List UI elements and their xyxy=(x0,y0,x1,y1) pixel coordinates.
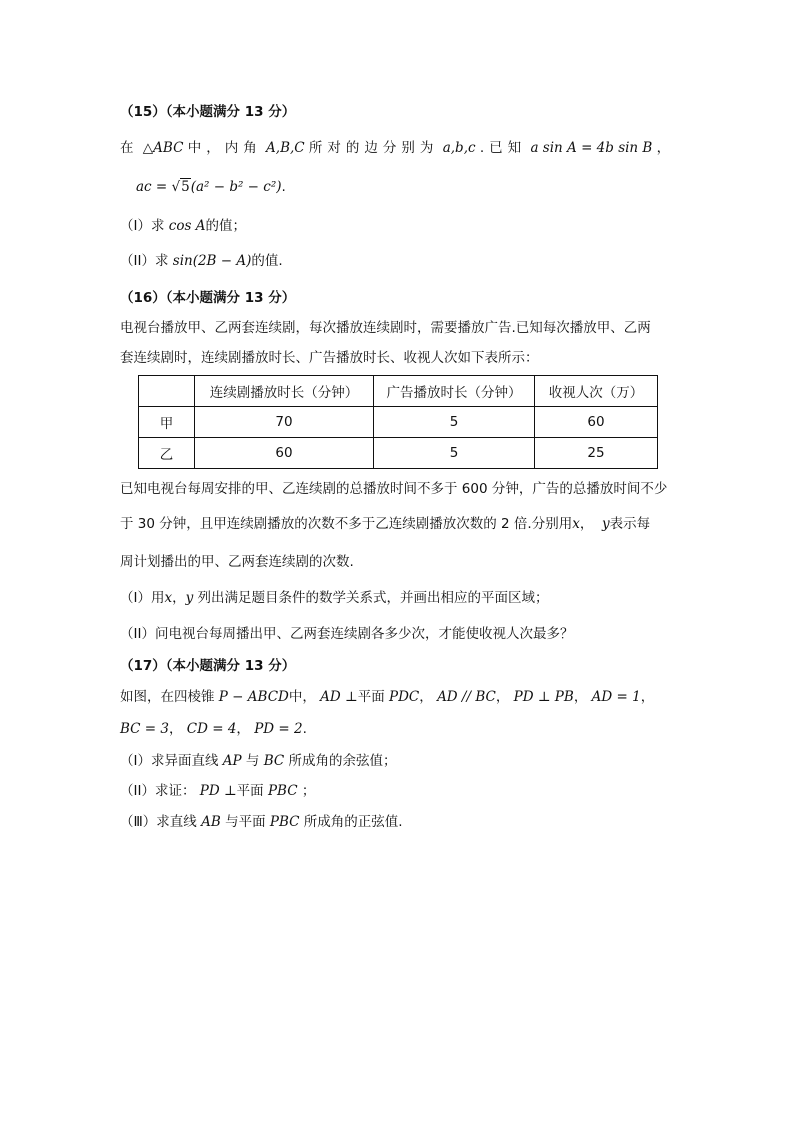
table-cell: 70 xyxy=(195,407,374,438)
q16-heading: （16）（本小题满分 13 分） xyxy=(120,290,296,306)
q17-heading: （17）（本小题满分 13 分） xyxy=(120,658,296,674)
table-cell: 5 xyxy=(374,438,535,469)
table-header-cell: 收视人次（万） xyxy=(535,376,658,407)
q17-part1: （I）求异面直线 AP 与 BC 所成角的余弦值； xyxy=(120,753,397,769)
q15-heading: （15）（本小题满分 13 分） xyxy=(120,104,296,120)
q15-part1: （I）求 cos A的值； xyxy=(120,218,246,234)
q15-statement-line2: ac = √5(a² − b² − c²). xyxy=(136,179,286,195)
table-cell: 甲 xyxy=(139,407,195,438)
q16-data-table xyxy=(138,375,658,469)
q16-intro-line2: 套连续剧时，连续剧播放时长、广告播放时长、收视人次如下表所示： xyxy=(120,350,539,366)
q16-part1: （I）用x，y 列出满足题目条件的数学关系式，并画出相应的平面区域； xyxy=(120,590,549,606)
q15-part2: （II）求 sin(2B − A)的值. xyxy=(120,253,283,269)
q16-condition-line1: 已知电视台每周安排的甲、乙连续剧的总播放时间不多于 600 分钟，广告的总播放时间不少 xyxy=(120,481,668,497)
q16-condition-line3: 周计划播出的甲、乙两套连续剧的次数. xyxy=(120,554,354,570)
table-cell: 60 xyxy=(535,407,658,438)
q15-statement-line1: 在 △ABC 中，内角 A,B,C 所对的边分别为 a,b,c .已知 a sin A = 4b sin B ， xyxy=(120,140,671,156)
table-header-row xyxy=(139,376,658,407)
q15-triangle: △ABC xyxy=(142,140,184,156)
table-header-cell: 广告播放时长（分钟） xyxy=(374,376,535,407)
q17-statement-line2: BC = 3， CD = 4， PD = 2. xyxy=(120,721,307,737)
table-cell: 60 xyxy=(195,438,374,469)
q16-condition-line2: 于 30 分钟，且甲连续剧播放的次数不多于乙连续剧播放次数的 2 倍.分别用x， y表示每 xyxy=(120,516,651,532)
table-row xyxy=(139,438,658,469)
table-header-cell: 连续剧播放时长（分钟） xyxy=(195,376,374,407)
q16-intro-line1: 电视台播放甲、乙两套连续剧，每次播放连续剧时，需要播放广告.已知每次播放甲、乙两 xyxy=(120,320,651,336)
table-cell: 乙 xyxy=(139,438,195,469)
q17-part3: （Ⅲ）求直线 AB 与平面 PBC 所成角的正弦值. xyxy=(120,814,403,830)
table-cell: 5 xyxy=(374,407,535,438)
sqrt-sign: √ xyxy=(171,179,181,195)
q16-part2: （II）问电视台每周播出甲、乙两套连续剧各多少次，才能使收视人次最多？ xyxy=(120,626,574,642)
q17-part2: （II）求证： PD ⊥平面 PBC ； xyxy=(120,783,316,799)
q17-statement-line1: 如图，在四棱锥 P − ABCD中， AD ⊥平面 PDC， AD // BC， PD ⊥ PB， AD = 1， xyxy=(120,689,655,705)
table-row xyxy=(139,407,658,438)
q15-given-equation: a sin A = 4b sin B xyxy=(530,140,653,156)
table-cell: 25 xyxy=(535,438,658,469)
table-header-cell xyxy=(139,376,195,407)
